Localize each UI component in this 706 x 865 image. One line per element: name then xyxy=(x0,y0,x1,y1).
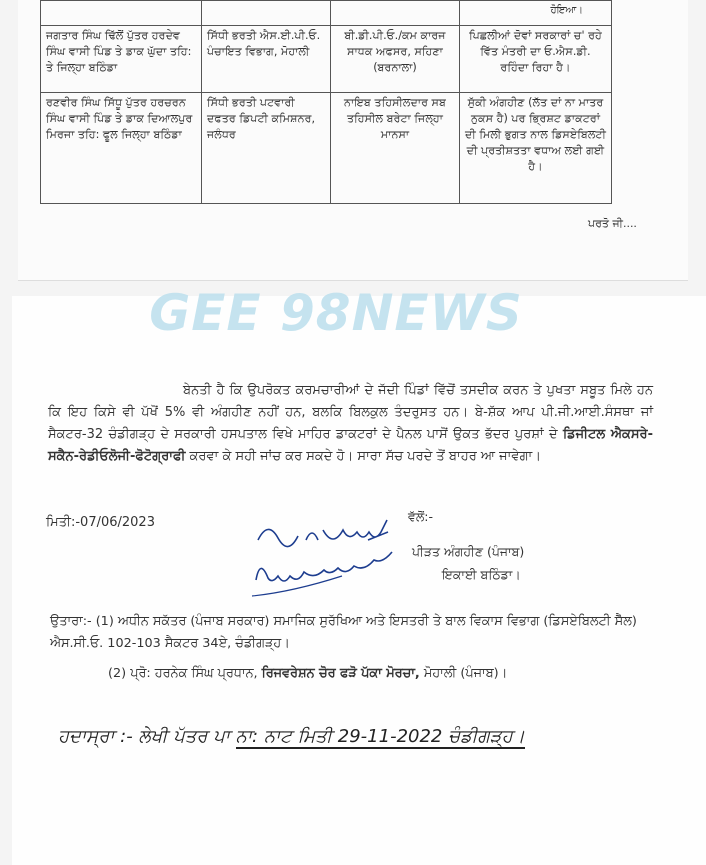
handwritten-note xyxy=(58,726,698,760)
signature xyxy=(248,510,418,605)
table-cell xyxy=(202,1,331,26)
employee-name-cell: ਜਗਤਾਰ ਸਿੰਘ ਢਿੱਲੋਂ ਪੁੱਤਰ ਹਰਦੇਵ ਸਿੰਘ ਵਾਸੀ ਪਿੰਡ ਤੇ ਡਾਕ ਘੁੱਦਾ ਤਹਿ: ਤੇ ਜਿਲ੍ਹਾ ਬਠਿੰਡਾ xyxy=(41,26,202,93)
body-text-bold: ਡਿਜੀਟਲ ਐਕਸਰੇ-ਸਕੈਨ-ਰੇਡੀਓਲੋਜੀ-ਫੋਟੋਗ੍ਰਾਫੀ xyxy=(48,427,653,464)
from-label: ਵੱਲੋਂ:- xyxy=(408,509,433,524)
table-cell: ਹੋਇਆ। xyxy=(460,1,612,26)
note-prefix: ਹਦਾਸ੍ਰਾ :- xyxy=(58,726,139,747)
recruitment-cell: ਸਿੱਧੀ ਭਰਤੀ ਐਸ.ਈ.ਪੀ.ਓ. ਪੰਚਾਇਤ ਵਿਭਾਗ, ਮੋਹਾਲੀ xyxy=(202,26,331,93)
sender-unit: ਇਕਾਈ ਬਠਿੰਡਾ। xyxy=(442,567,521,582)
table-row xyxy=(41,93,612,204)
current-post-cell: ਬੀ.ਡੀ.ਪੀ.ਓ./ਕਮ ਕਾਰਜ ਸਾਧਕ ਅਫਸਰ, ਸਹਿਣਾ (ਬਰਨਾਲਾ) xyxy=(331,26,460,93)
copy-to-1: ਉਤਾਰਾ:- (1) ਅਧੀਨ ਸਕੱਤਰ (ਪੰਜਾਬ ਸਰਕਾਰ) ਸਮਾਜਿਕ ਸੁਰੱਖਿਆ ਅਤੇ ਇਸਤਰੀ ਤੇ ਬਾਲ ਵਿਕਾਸ ਵਿਭਾਗ (ਡਿਸਏਬਿਲਟੀ ਸੈੱਲ) ਐਸ.ਸੀ.ਓ. 102-103 ਸੈਕਟਰ 34ਏ, ਚੰਡੀਗੜ੍ਹ। xyxy=(50,614,637,651)
watermark-logo: GEE 98NEWS xyxy=(149,284,523,342)
copy-to-2 xyxy=(108,666,668,681)
copy-to-2-bold: ਰਿਜਵਰੇਸ਼ਨ ਚੋਰ ਫੜੋ ਪੱਕਾ ਮੋਰਚਾ, xyxy=(261,666,420,681)
remarks-cell: ਪਿਛਲੀਆਂ ਦੋਵਾਂ ਸਰਕਾਰਾਂ ਚ' ਰਹੇ ਵਿੱਤ ਮੰਤਰੀ ਦਾ ਓ.ਐਸ.ਡੀ. ਰਹਿੰਦਾ ਰਿਹਾ ਹੈ। xyxy=(460,26,612,93)
table-cell xyxy=(41,1,202,26)
copy-to-2-pre: (2) ਪ੍ਰੋ: ਹਰਨੇਕ ਸਿੰਘ ਪ੍ਰਧਾਨ, xyxy=(108,666,262,681)
table-row xyxy=(41,1,612,26)
table-row xyxy=(41,26,612,93)
body-text-part2: ਕਰਵਾ ਕੇ ਸਹੀ ਜਾਂਚ ਕਰ ਸਕਦੇ ਹੋ। ਸਾਰਾ ਸੱਚ ਪਰਦੇ ਤੋਂ ਬਾਹਰ ਆ ਜਾਵੇਗਾ। xyxy=(185,449,542,464)
copy-to-2-post: ਮੋਹਾਲੀ (ਪੰਜਾਬ)। xyxy=(419,666,508,681)
employee-table xyxy=(40,0,612,204)
body-text-part1: ਬੇਨਤੀ ਹੈ ਕਿ ਉਪਰੋਕਤ ਕਰਮਚਾਰੀਆਂ ਦੇ ਜੱਦੀ ਪਿੰਡਾਂ ਵਿੱਚੋਂ ਤਸਦੀਕ ਕਰਨ ਤੇ ਪੁਖਤਾ ਸਬੂਤ ਮਿਲੇ ਹਨ ਕਿ ਇਹ ਕਿਸੇ ਵੀ ਪੱਖੋਂ 5% ਵੀ ਅੰਗਹੀਣ ਨਹੀਂ ਹਨ, ਬਲਕਿ ਬਿਲਕੁਲ ਤੰਦਰੁਸਤ ਹਨ। ਬੇ-ਸ਼ੱਕ ਆਪ ਪੀ.ਜੀ.ਆਈ.ਸੰਸਥਾ ਜਾਂ ਸੈਕਟਰ-32 ਚੰਡੀਗੜ੍ਹ ਦੇ ਸਰਕਾਰੀ ਹਸਪਤਾਲ ਵਿਖੇ ਮਾਹਿਰ ਡਾਕਟਰਾਂ ਦੇ ਪੈਨਲ ਪਾਸੋਂ ਉਕਤ ਭੱਦਰ ਪੁਰਸ਼ਾਂ ਦੇ xyxy=(48,383,653,442)
recruitment-cell: ਸਿੱਧੀ ਭਰਤੀ ਪਟਵਾਰੀ ਦਫਤਰ ਡਿਪਟੀ ਕਮਿਸ਼ਨਰ, ਜਲੰਧਰ xyxy=(202,93,331,204)
employee-name-cell: ਰਣਵੀਰ ਸਿੰਘ ਸਿੱਧੂ ਪੁੱਤਰ ਹਰਚਰਨ ਸਿੰਘ ਵਾਸੀ ਪਿੰਡ ਤੇ ਡਾਕ ਦਿਆਲਪੁਰ ਮਿਰਜਾ ਤਹਿ: ਫੂਲ ਜਿਲ੍ਹਾ ਬਠਿੰਡਾ xyxy=(41,93,202,204)
note-middle: ਲੇਖੀ ਪੱਤਰ ਪਾ xyxy=(138,726,236,747)
remarks-cell: ਸੁੱਕੀ ਅੰਗਹੀਣ (ਲੱਤ ਦਾਂ ਨਾ ਮਾਤਰ ਨੁਕਸ ਹੈ) ਪਰ ਭ੍ਰਿਸ਼ਟ ਡਾਕਟਰਾਂ ਦੀ ਮਿਲੀ ਭੁਗਤ ਨਾਲ ਡਿਸਏਬਿਲਟੀ ਦੀ ਪ੍ਰਤੀਸ਼ਤਤਾ ਵਧਾਅ ਲਈ ਗਈ ਹੈ। xyxy=(460,93,612,204)
continue-label: ਪਰਤੋ ਜੀ.... xyxy=(588,217,637,230)
letter-body xyxy=(48,380,653,468)
sender-name: ਪੀੜਤ ਅੰਗਹੀਣ (ਪੰਜਾਬ) xyxy=(412,544,525,559)
table-cell xyxy=(331,1,460,26)
letter-date: ਮਿਤੀ:-07/06/2023 xyxy=(46,515,155,530)
body-paragraph xyxy=(48,380,653,468)
current-post-cell: ਨਾਇਬ ਤਹਿਸੀਲਦਾਰ ਸਬ ਤਹਿਸੀਲ ਬਰੇਟਾ ਜਿਲ੍ਹਾ ਮਾਨਸਾ xyxy=(331,93,460,204)
note-underlined: ਨਾ: ਨਾਟ ਮਿਤੀ 29-11-2022 ਚੰਡੀਗੜ੍ਹ। xyxy=(235,726,525,747)
